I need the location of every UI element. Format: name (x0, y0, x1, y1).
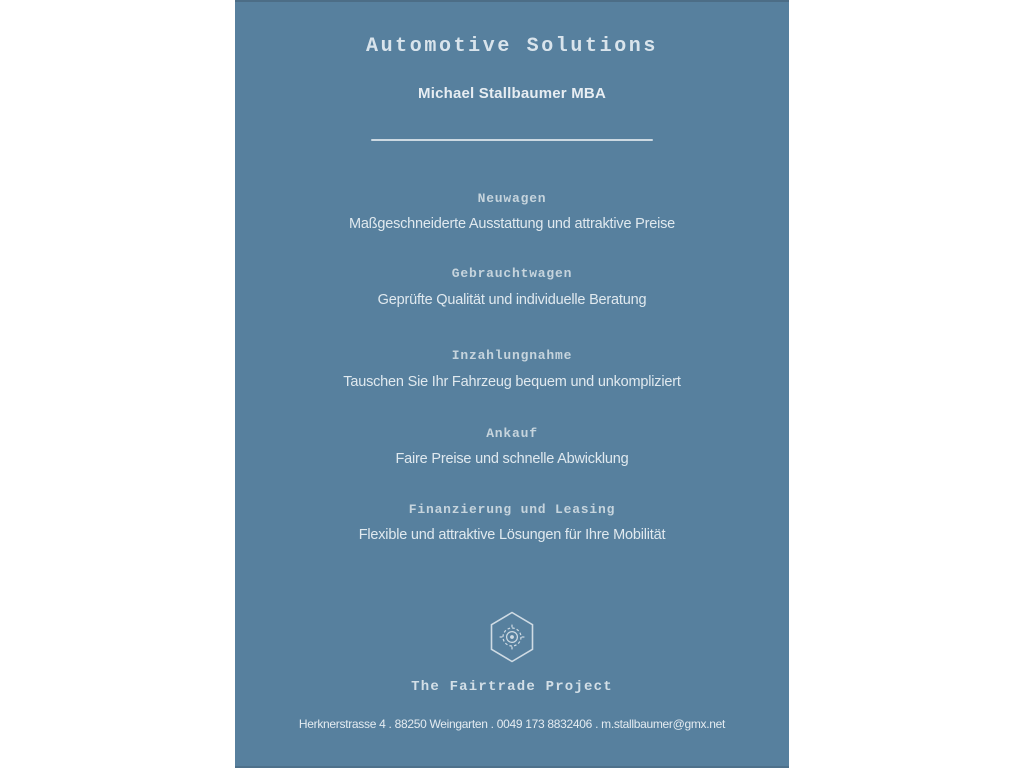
page-title: Automotive Solutions (365, 35, 659, 58)
service-name-neuwagen: Neuwagen (477, 191, 547, 206)
contact-line: Herknerstrasse 4 . 88250 Weingarten . 0049 173 8832406 . m.stallbaumer@gmx.net (298, 717, 726, 731)
service-description: Maßgeschneiderte Ausstattung und attraktive Preise (348, 216, 676, 232)
person-name: Michael Stallbaumer MBA (418, 85, 606, 102)
service-name-finanzierung-leasing: Finanzierung und Leasing (408, 502, 616, 517)
flyer-panel (235, 0, 789, 768)
service-description: Geprüfte Qualität und individuelle Beratung (377, 292, 647, 308)
header-divider (371, 139, 653, 141)
brand-name: The Fairtrade Project (411, 679, 613, 695)
service-name-ankauf: Ankauf (486, 426, 538, 441)
service-description: Faire Preise und schnelle Abwicklung (395, 451, 629, 467)
service-name-inzahlungnahme: Inzahlungnahme (451, 348, 573, 363)
service-description: Tauschen Sie Ihr Fahrzeug bequem und unkompliziert (343, 374, 681, 390)
service-name-gebrauchtwagen: Gebrauchtwagen (451, 266, 573, 281)
service-description: Flexible und attraktive Lösungen für Ihre Mobilität (358, 527, 666, 543)
hexagon-target-icon (235, 611, 789, 668)
